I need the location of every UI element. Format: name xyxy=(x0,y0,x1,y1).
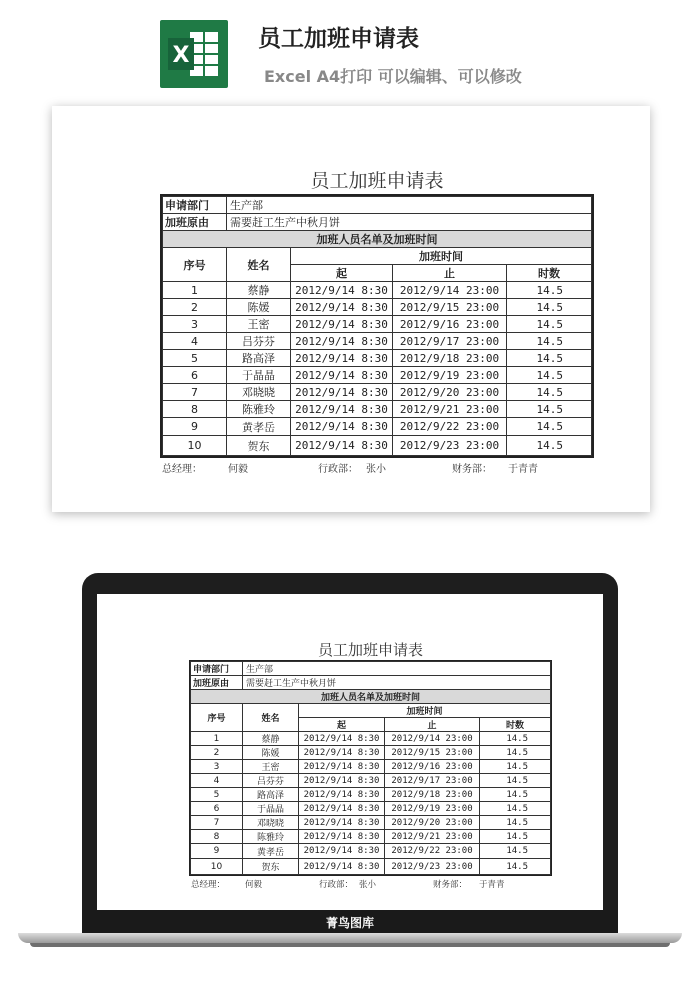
row-name: 于晶晶 xyxy=(227,367,291,384)
row-hours: 14.5 xyxy=(480,732,551,746)
row-no: 5 xyxy=(191,788,243,802)
row-end: 2012/9/14 23:00 xyxy=(393,282,507,299)
row-hours: 14.5 xyxy=(507,350,592,367)
table-row xyxy=(163,418,592,436)
row-no: 8 xyxy=(163,401,227,418)
row-hours: 14.5 xyxy=(480,774,551,788)
row-name: 于晶晶 xyxy=(243,802,299,816)
table-row xyxy=(163,350,592,367)
row-end: 2012/9/18 23:00 xyxy=(385,788,480,802)
col-header-end: 止 xyxy=(393,265,507,282)
section-title: 加班人员名单及加班时间 xyxy=(191,690,551,704)
row-start: 2012/9/14 8:30 xyxy=(299,774,385,788)
table-row xyxy=(163,367,592,384)
row-hours: 14.5 xyxy=(480,859,551,875)
row-end: 2012/9/17 23:00 xyxy=(385,774,480,788)
row-hours: 14.5 xyxy=(507,436,592,456)
laptop-brand-label: 菁鸟图库 xyxy=(325,916,374,930)
reason-label: 加班原由 xyxy=(163,214,227,231)
table-row xyxy=(191,746,551,760)
row-end: 2012/9/14 23:00 xyxy=(385,732,480,746)
row-hours: 14.5 xyxy=(507,299,592,316)
row-hours: 14.5 xyxy=(480,830,551,844)
row-end: 2012/9/23 23:00 xyxy=(393,436,507,456)
col-header-name: 姓名 xyxy=(227,248,291,282)
excel-icon xyxy=(160,20,228,88)
row-start: 2012/9/14 8:30 xyxy=(291,299,393,316)
row-no: 6 xyxy=(191,802,243,816)
row-no: 10 xyxy=(191,859,243,875)
form-title: 员工加班申请表 xyxy=(317,641,423,659)
row-name: 吕芬芬 xyxy=(243,774,299,788)
row-start: 2012/9/14 8:30 xyxy=(299,788,385,802)
admin-name: 张小 xyxy=(366,464,386,475)
table-row xyxy=(163,436,592,456)
table-row xyxy=(191,802,551,816)
finance-label: 财务部： xyxy=(433,880,468,890)
table-row xyxy=(163,384,592,401)
row-no: 8 xyxy=(191,830,243,844)
row-no: 2 xyxy=(163,299,227,316)
table-row xyxy=(191,816,551,830)
row-hours: 14.5 xyxy=(507,316,592,333)
row-end: 2012/9/17 23:00 xyxy=(393,333,507,350)
col-header-name: 姓名 xyxy=(243,704,299,732)
finance-name: 于青青 xyxy=(479,880,505,890)
row-name: 黄孝岳 xyxy=(227,418,291,436)
admin-label: 行政部： xyxy=(319,880,354,890)
row-name: 蔡静 xyxy=(243,732,299,746)
row-no: 4 xyxy=(163,333,227,350)
page-header xyxy=(0,0,700,100)
table-row xyxy=(191,732,551,746)
table-row xyxy=(191,859,551,875)
row-start: 2012/9/14 8:30 xyxy=(291,401,393,418)
form-sheet xyxy=(160,168,594,474)
reason-value: 需要赶工生产中秋月饼 xyxy=(243,676,551,690)
row-start: 2012/9/14 8:30 xyxy=(299,760,385,774)
row-hours: 14.5 xyxy=(480,802,551,816)
dept-value: 生产部 xyxy=(227,197,592,214)
gm-name: 何毅 xyxy=(228,464,248,475)
row-no: 3 xyxy=(191,760,243,774)
row-start: 2012/9/14 8:30 xyxy=(291,384,393,401)
signature-row xyxy=(189,876,552,889)
row-start: 2012/9/14 8:30 xyxy=(291,333,393,350)
dept-label: 申请部门 xyxy=(191,662,243,676)
row-end: 2012/9/15 23:00 xyxy=(393,299,507,316)
row-name: 陈媛 xyxy=(243,746,299,760)
row-end: 2012/9/20 23:00 xyxy=(393,384,507,401)
row-start: 2012/9/14 8:30 xyxy=(299,746,385,760)
row-no: 7 xyxy=(191,816,243,830)
row-no: 3 xyxy=(163,316,227,333)
row-no: 9 xyxy=(191,844,243,859)
large-preview-sheet xyxy=(52,106,650,512)
row-hours: 14.5 xyxy=(507,282,592,299)
table-row xyxy=(191,830,551,844)
col-header-start: 起 xyxy=(299,718,385,732)
table-row xyxy=(163,401,592,418)
row-start: 2012/9/14 8:30 xyxy=(299,844,385,859)
row-no: 9 xyxy=(163,418,227,436)
row-start: 2012/9/14 8:30 xyxy=(299,859,385,875)
row-start: 2012/9/14 8:30 xyxy=(291,367,393,384)
reason-label: 加班原由 xyxy=(191,676,243,690)
admin-name: 张小 xyxy=(359,880,377,890)
form-table-frame xyxy=(189,660,552,876)
row-hours: 14.5 xyxy=(507,367,592,384)
row-name: 吕芬芬 xyxy=(227,333,291,350)
row-end: 2012/9/22 23:00 xyxy=(385,844,480,859)
form-title: 员工加班申请表 xyxy=(310,170,444,192)
row-no: 6 xyxy=(163,367,227,384)
row-start: 2012/9/14 8:30 xyxy=(291,418,393,436)
row-start: 2012/9/14 8:30 xyxy=(291,316,393,333)
row-hours: 14.5 xyxy=(480,844,551,859)
row-end: 2012/9/22 23:00 xyxy=(393,418,507,436)
dept-label: 申请部门 xyxy=(163,197,227,214)
row-end: 2012/9/19 23:00 xyxy=(385,802,480,816)
row-hours: 14.5 xyxy=(507,401,592,418)
col-header-hours: 时数 xyxy=(507,265,592,282)
row-hours: 14.5 xyxy=(480,816,551,830)
row-end: 2012/9/20 23:00 xyxy=(385,816,480,830)
col-header-time: 加班时间 xyxy=(291,248,592,265)
dept-value: 生产部 xyxy=(243,662,551,676)
row-name: 邓晓晓 xyxy=(243,816,299,830)
row-end: 2012/9/15 23:00 xyxy=(385,746,480,760)
form-table xyxy=(190,661,551,875)
form-table-frame xyxy=(160,194,594,458)
admin-label: 行政部： xyxy=(318,464,358,475)
col-header-hours: 时数 xyxy=(480,718,551,732)
row-name: 王密 xyxy=(227,316,291,333)
row-end: 2012/9/16 23:00 xyxy=(385,760,480,774)
row-name: 王密 xyxy=(243,760,299,774)
svg-text:X: X xyxy=(172,43,190,68)
row-end: 2012/9/23 23:00 xyxy=(385,859,480,875)
col-header-end: 止 xyxy=(385,718,480,732)
row-no: 7 xyxy=(163,384,227,401)
row-start: 2012/9/14 8:30 xyxy=(299,816,385,830)
row-name: 蔡静 xyxy=(227,282,291,299)
row-no: 2 xyxy=(191,746,243,760)
form-sheet-small xyxy=(189,640,552,889)
table-row xyxy=(191,788,551,802)
table-row xyxy=(191,844,551,859)
row-name: 路高泽 xyxy=(243,788,299,802)
header-title: 员工加班申请表 xyxy=(258,26,419,52)
laptop-screen xyxy=(97,594,603,910)
table-row xyxy=(191,774,551,788)
row-start: 2012/9/14 8:30 xyxy=(291,350,393,367)
row-end: 2012/9/16 23:00 xyxy=(393,316,507,333)
row-start: 2012/9/14 8:30 xyxy=(291,282,393,299)
row-start: 2012/9/14 8:30 xyxy=(299,830,385,844)
row-hours: 14.5 xyxy=(480,788,551,802)
col-header-no: 序号 xyxy=(163,248,227,282)
row-hours: 14.5 xyxy=(480,746,551,760)
laptop-base xyxy=(18,933,682,943)
row-start: 2012/9/14 8:30 xyxy=(291,436,393,456)
section-title: 加班人员名单及加班时间 xyxy=(163,231,592,248)
finance-name: 于青青 xyxy=(508,464,538,475)
table-row xyxy=(163,333,592,350)
table-row xyxy=(163,282,592,299)
row-no: 4 xyxy=(191,774,243,788)
row-name: 邓晓晓 xyxy=(227,384,291,401)
form-table xyxy=(162,196,592,456)
laptop-base-edge xyxy=(30,943,670,947)
table-row xyxy=(191,760,551,774)
row-end: 2012/9/21 23:00 xyxy=(393,401,507,418)
row-hours: 14.5 xyxy=(480,760,551,774)
col-header-start: 起 xyxy=(291,265,393,282)
row-no: 1 xyxy=(163,282,227,299)
row-hours: 14.5 xyxy=(507,418,592,436)
header-subtitle: Excel A4打印 可以编辑、可以修改 xyxy=(264,67,522,86)
row-name: 贺东 xyxy=(227,436,291,456)
table-row xyxy=(163,316,592,333)
row-name: 陈雅玲 xyxy=(243,830,299,844)
gm-label: 总经理： xyxy=(162,464,202,475)
row-start: 2012/9/14 8:30 xyxy=(299,802,385,816)
row-no: 5 xyxy=(163,350,227,367)
row-start: 2012/9/14 8:30 xyxy=(299,732,385,746)
row-end: 2012/9/18 23:00 xyxy=(393,350,507,367)
reason-value: 需要赶工生产中秋月饼 xyxy=(227,214,592,231)
row-end: 2012/9/19 23:00 xyxy=(393,367,507,384)
row-name: 陈媛 xyxy=(227,299,291,316)
row-name: 陈雅玲 xyxy=(227,401,291,418)
finance-label: 财务部： xyxy=(452,464,492,475)
row-hours: 14.5 xyxy=(507,333,592,350)
table-row xyxy=(163,299,592,316)
row-no: 1 xyxy=(191,732,243,746)
row-end: 2012/9/21 23:00 xyxy=(385,830,480,844)
signature-row xyxy=(160,458,594,474)
col-header-no: 序号 xyxy=(191,704,243,732)
row-name: 黄孝岳 xyxy=(243,844,299,859)
gm-label: 总经理： xyxy=(191,880,226,890)
row-name: 贺东 xyxy=(243,859,299,875)
row-hours: 14.5 xyxy=(507,384,592,401)
col-header-time: 加班时间 xyxy=(299,704,551,718)
gm-name: 何毅 xyxy=(245,880,263,890)
row-name: 路高泽 xyxy=(227,350,291,367)
row-no: 10 xyxy=(163,436,227,456)
